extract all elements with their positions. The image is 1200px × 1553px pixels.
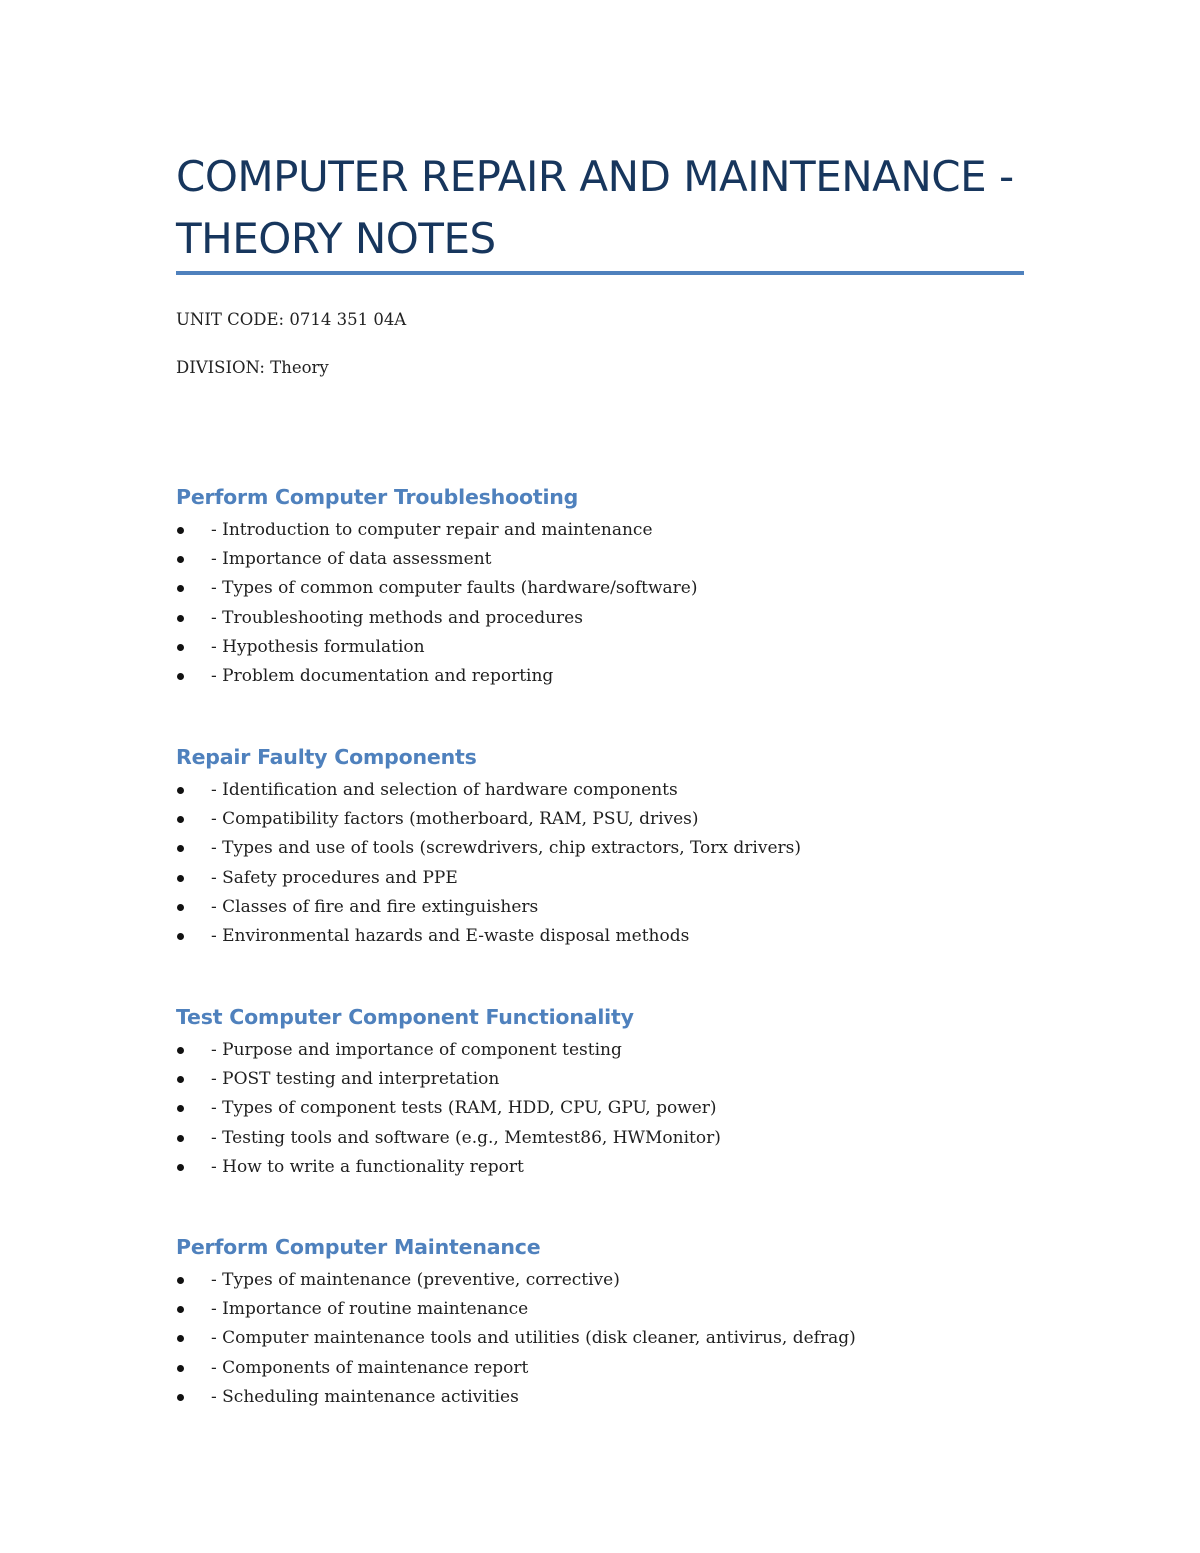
list-item-text: - Types of maintenance (preventive, corrective): [211, 1270, 620, 1290]
list-item: [176, 922, 1024, 951]
bullet-icon: [177, 1105, 184, 1112]
list-item-text: - Importance of routine maintenance: [211, 1299, 529, 1320]
list-item: [176, 1295, 1024, 1324]
list-item: [176, 805, 1024, 834]
section-heading: Test Computer Component Functionality: [176, 1005, 634, 1029]
list-item: [176, 864, 1024, 893]
list-item-text: - Safety procedures and PPE: [211, 867, 458, 888]
bullet-icon: [177, 556, 184, 563]
bullet-icon: [177, 904, 184, 911]
list-item-text: - Importance of data assessment: [211, 549, 492, 570]
list-item: [176, 1036, 1024, 1065]
list-item-text: - Hypothesis formulation: [211, 636, 425, 657]
bullet-icon: [177, 1306, 184, 1313]
list-item-text: - Testing tools and software (e.g., Memtest86, HWMonitor): [211, 1127, 721, 1148]
list-item-text: - Components of maintenance report: [211, 1357, 529, 1378]
title-underline-rule: [176, 271, 1024, 275]
bullet-icon: [177, 615, 184, 622]
bullet-list: [176, 776, 1024, 951]
bullet-icon: [177, 673, 184, 680]
bullet-icon: [177, 1164, 184, 1171]
list-item: [176, 1266, 1024, 1295]
list-item-text: - Identification and selection of hardware components: [211, 780, 678, 800]
bullet-icon: [177, 1365, 184, 1372]
list-item: [176, 545, 1024, 574]
list-item-text: - Scheduling maintenance activities: [211, 1386, 519, 1407]
list-item: [176, 604, 1024, 633]
section-heading: Perform Computer Maintenance: [176, 1235, 541, 1259]
bullet-icon: [177, 875, 184, 882]
bullet-icon: [177, 845, 184, 852]
division: DIVISION: Theory: [176, 358, 329, 377]
list-item-text: - Types and use of tools (screwdrivers, chip extractors, Torx drivers): [211, 838, 801, 859]
list-item-text: - Compatibility factors (motherboard, RAM, PSU, drives): [211, 809, 699, 830]
bullet-list: [176, 1266, 1024, 1412]
unit-code: UNIT CODE: 0714 351 04A: [176, 310, 407, 329]
bullet-icon: [177, 527, 184, 534]
section-maintenance: [176, 1232, 1024, 1412]
bullet-icon: [177, 1135, 184, 1142]
bullet-icon: [177, 787, 184, 794]
bullet-icon: [177, 1076, 184, 1083]
list-item: [176, 574, 1024, 603]
bullet-icon: [177, 1047, 184, 1054]
list-item: [176, 1124, 1024, 1153]
list-item-text: - Introduction to computer repair and maintenance: [211, 520, 653, 540]
list-item-text: - Purpose and importance of component testing: [211, 1040, 622, 1060]
list-item-text: - POST testing and interpretation: [211, 1069, 500, 1090]
bullet-icon: [177, 1335, 184, 1342]
bullet-list: [176, 1036, 1024, 1182]
list-item: [176, 633, 1024, 662]
list-item-text: - Problem documentation and reporting: [211, 665, 554, 686]
list-item-text: - Types of common computer faults (hardware/software): [211, 578, 698, 599]
list-item: [176, 1065, 1024, 1094]
list-item-text: - Types of component tests (RAM, HDD, CPU, GPU, power): [211, 1098, 717, 1119]
list-item: [176, 1383, 1024, 1412]
document-title: COMPUTER REPAIR AND MAINTENANCE - THEORY NOTES: [176, 152, 1014, 263]
list-item-text: - Environmental hazards and E-waste disposal methods: [211, 925, 690, 946]
section-heading: Repair Faulty Components: [176, 745, 477, 769]
list-item: [176, 1324, 1024, 1353]
section-repair-components: [176, 742, 1024, 951]
section-heading: Perform Computer Troubleshooting: [176, 485, 579, 509]
list-item-text: - Classes of fire and fire extinguishers: [211, 896, 539, 917]
list-item-text: - How to write a functionality report: [211, 1156, 524, 1177]
list-item: [176, 516, 1024, 545]
bullet-icon: [177, 933, 184, 940]
bullet-icon: [177, 644, 184, 651]
bullet-icon: [177, 1394, 184, 1401]
list-item: [176, 893, 1024, 922]
list-item: [176, 662, 1024, 691]
list-item-text: - Computer maintenance tools and utilities (disk cleaner, antivirus, defrag): [211, 1328, 856, 1349]
list-item: [176, 1153, 1024, 1182]
bullet-icon: [177, 1277, 184, 1284]
section-test-functionality: [176, 1002, 1024, 1182]
list-item-text: - Troubleshooting methods and procedures: [211, 607, 583, 628]
list-item: [176, 776, 1024, 805]
section-troubleshooting: [176, 482, 1024, 691]
bullet-icon: [177, 585, 184, 592]
bullet-list: [176, 516, 1024, 691]
list-item: [176, 1354, 1024, 1383]
bullet-icon: [177, 816, 184, 823]
list-item: [176, 1094, 1024, 1123]
list-item: [176, 834, 1024, 863]
